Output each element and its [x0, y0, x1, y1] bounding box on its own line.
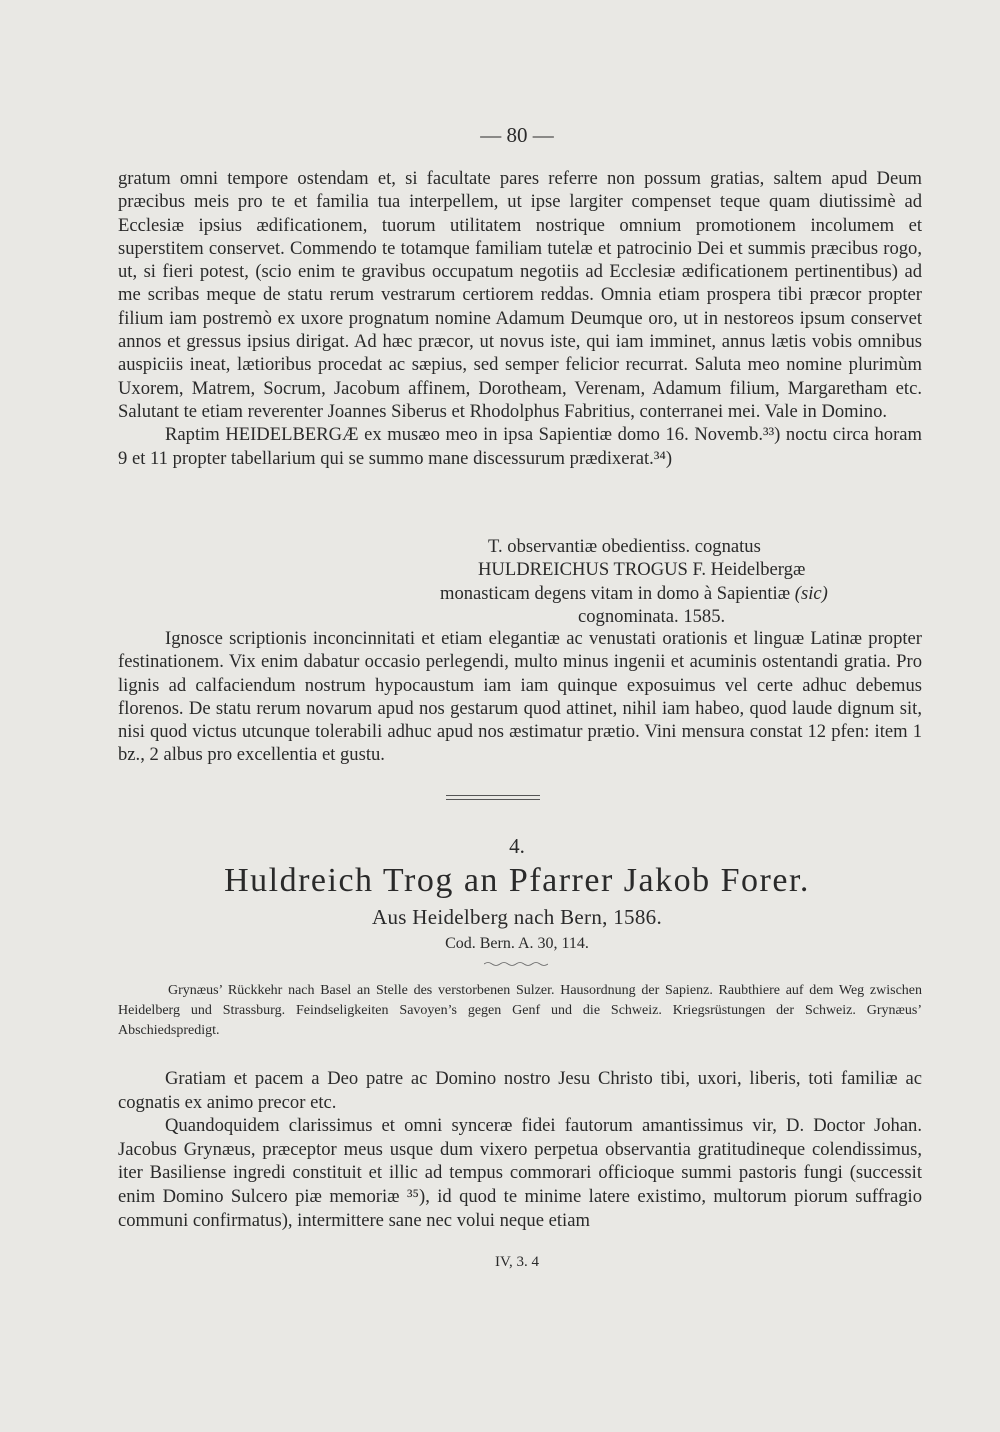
signature-line: T. observantiæ obedientiss. cognatus	[488, 536, 761, 557]
signature-line	[118, 582, 922, 605]
codex-reference: Cod. Bern. A. 30, 114.	[445, 935, 589, 952]
signature-block	[118, 535, 922, 628]
signature-mark: IV, 3. 4	[495, 1254, 539, 1270]
signature-line-text: monasticam degens vitam in domo à Sapientiæ	[440, 582, 791, 604]
letter-paragraph: Quandoquidem clarissimus et omni synceræ fidei fautorum amantissimus vir, D. Doctor Johan. Jacobus Grynæus, præceptor meus usque dum vixero perpetua observantia gratitudineque colendissimus, iter Basiliense ingredi constituit et illic ad tempus commorari officioque summi pastoris fungi (successit enim Domino Sulcero piæ memoriæ ³⁵), id quod te minime latere existimo, multorum piorum suffragio communi confirmatus), intermittere sane nec volui neque etiam	[118, 1115, 922, 1231]
section-title: Huldreich Trog an Pfarrer Jakob Forer.	[224, 862, 810, 899]
letter-paragraph: Gratiam et pacem a Deo patre ac Domino nostro Jesu Christo tibi, uxori, liberis, toti familiæ ac cognatis ex animo precor etc.	[118, 1068, 922, 1113]
sic-note: (sic)	[794, 582, 828, 604]
letter-paragraph: gratum omni tempore ostendam et, si facultate pares referre non possum gratias, saltem apud Deum præcibus meis pro te et familia tua interpellem, ut ipse largiter compenset teque quam diutissimè ad Ecclesiæ ipsius ædificationem, tuorum utilitatem nostrique omnium promotionem incolumem et superstitem conservet. Commendo te totamque familiam tutelæ et patrocinio Dei et summis præcibus rogo, ut, si fieri potest, (scio enim te gravibus occupatum negotiis ad Ecclesiæ ædificationem pertinentibus) ad me scribas meque de statu rerum vestrarum certiorem reddas. Omnia etiam prospera tibi præcor propter filium iam postremò ex uxore prognatum nomine Adamum Deumque oro, ut in nestoreos ipsum conservet annos et gressus ipsius dirigat. Ad hæc præcor, ut novus iste, qui iam imminet, annus lætis vobis omnibus auspiciis ineat, lætioribus procedat ac sæpius, sed semper felicior recurrat. Saluta meo nomine plurimùm Uxorem, Matrem, Socrum, Jacobum affinem, Dorotheam, Verenam, Adamum filium, Margaretham etc. Salutant te etiam reverenter Joannes Siberus et Rhodolphus Fabritius, conterranei mei. Vale in Domino.	[118, 168, 922, 422]
section-number: 4.	[509, 834, 525, 858]
letter-body	[118, 1067, 922, 1232]
postscript-paragraph: Ignosce scriptionis inconcinnitati et etiam elegantiæ ac venustati orationis et linguæ Latinæ propter festinationem. Vix enim dabatur occasio perlegendi, multo minus ingenii et acuminis ostentandi gratia. Pro lignis ad calfaciendum nostrum hypocaustum iam iam quinque exposuimus vel certe adhuc debemus florenos. De statu rerum novarum apud nos gestarum quod attinet, nihil iam habeo, quod laude dignum sit, nisi quod victus utcunque tolerabili adhuc apud nos æstimatur prætio. Vini mensura constat 12 pfen: item 1 bz., 2 albus pro excellentia et gustu.	[118, 628, 922, 766]
letter-paragraph: Raptim HEIDELBERGÆ ex musæo meo in ipsa Sapientiæ domo 16. Novemb.³³) noctu circa horam 9 et 11 propter tabellarium qui se summo mane discessurum prædixerat.³⁴)	[118, 424, 922, 469]
letter-body	[118, 167, 922, 470]
signature-line: HULDREICHUS TROGUS F. Heidelbergæ	[478, 559, 806, 581]
squiggle-ornament	[484, 961, 548, 967]
section-divider	[446, 795, 540, 796]
page-number: — 80 —	[480, 123, 554, 147]
section-divider	[446, 799, 540, 800]
signature-line: cognominata. 1585.	[578, 605, 726, 627]
section-summary: Grynæus’ Rückkehr nach Basel an Stelle des verstorbenen Sulzer. Hausordnung der Sapienz. Raubthiere auf dem Weg zwischen Heidelberg und Strassburg. Feindseligkeiten Savoyen’s gegen Genf und die Schweiz. Kriegsrüstungen der Schweiz. Grynæus’ Abschiedspredigt.	[118, 983, 922, 1038]
section-subtitle: Aus Heidelberg nach Bern, 1586.	[371, 905, 662, 929]
postscript	[118, 627, 922, 767]
